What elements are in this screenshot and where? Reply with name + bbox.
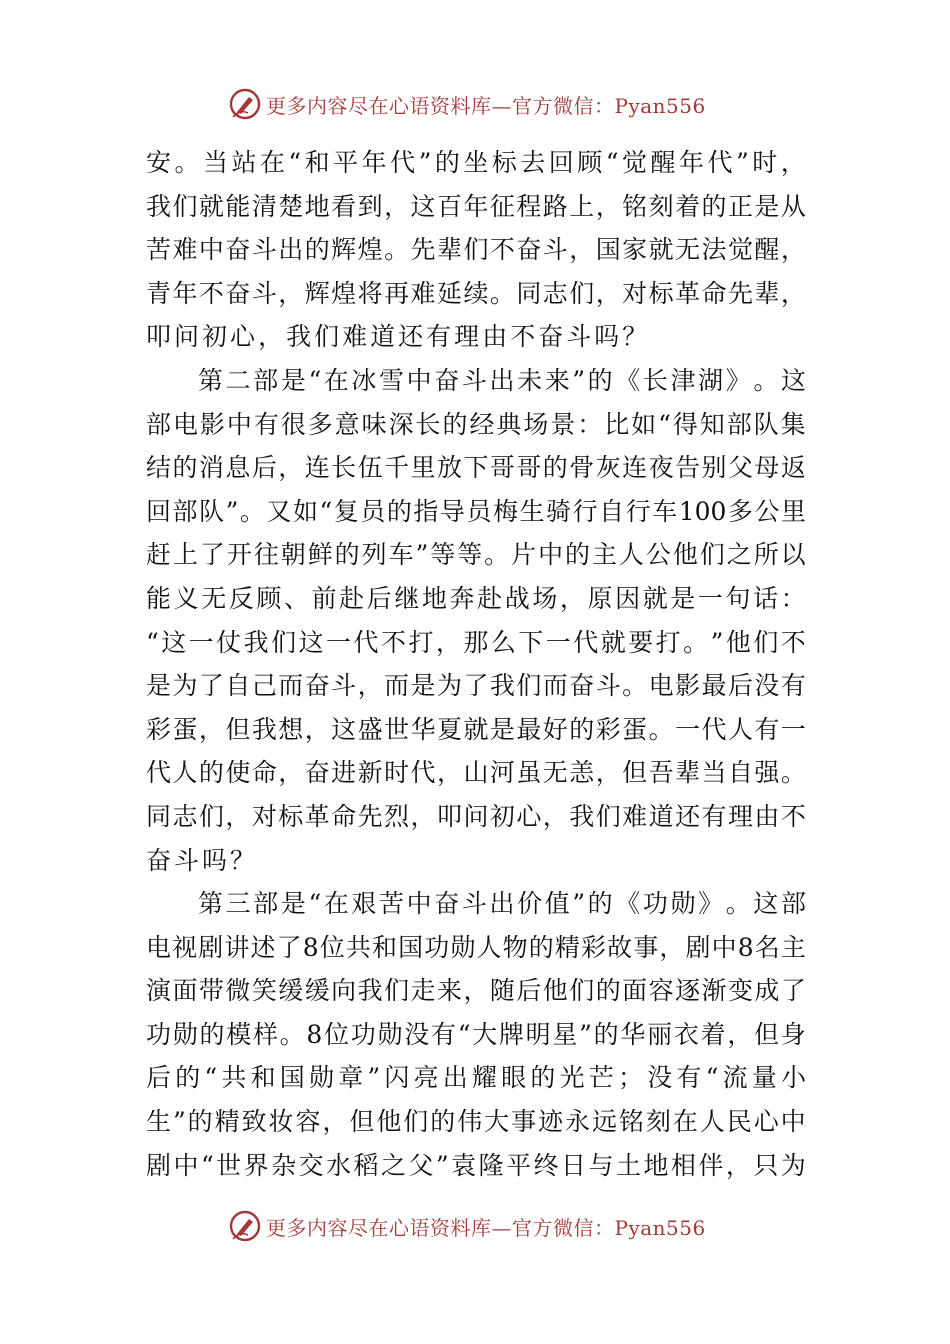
footer-banner xyxy=(228,1206,706,1246)
text-line: 回 部 队 ” 。 又 如 “ 复 员 的 指 导 员 梅 生 骑 行 自 行 车 100 多 公 里 xyxy=(146,496,806,526)
text-line: 代 人 的 使 命 ， 奋 进 新 时 代 ， 山 河 虽 无 恙 ， 但 吾 辈 当 自 强 。 xyxy=(146,758,806,788)
text-line: 彩 蛋 ， 但 我 想 ， 这 盛 世 华 夏 就 是 最 好 的 彩 蛋 。 一 代 人 有 一 xyxy=(146,714,806,744)
text-line: 电 视 剧 讲 述 了 8 位 共 和 国 功 勋 人 物 的 精 彩 故 事 ， 剧 中 8 名 主 xyxy=(146,932,806,962)
text-line: 生 ” 的 精 致 妆 容 ， 但 他 们 的 伟 大 事 迹 永 远 铭 刻 在 人 民 心 中 xyxy=(146,1107,806,1137)
text-line: “ 这 一 仗 我 们 这 一 代 不 打 ， 那 么 下 一 代 就 要 打 。 ” 他 们 不 xyxy=(146,627,806,657)
text-line: 部 电 影 中 有 很 多 意 味 深 长 的 经 典 场 景 ： 比 如 “ 得 知 部 队 集 xyxy=(146,409,806,439)
footer-banner-text: 更多内容尽在心语资料库—官方微信：Pyan556 xyxy=(266,1215,706,1240)
text-line: 结 的 消 息 后 ， 连 长 伍 千 里 放 下 哥 哥 的 骨 灰 连 夜 告 别 父 母 返 xyxy=(146,453,806,483)
text-line: 演 面 带 微 笑 缓 缓 向 我 们 走 来 ， 随 后 他 们 的 面 容 逐 渐 变 成 了 xyxy=(146,976,806,1006)
pen-logo-icon xyxy=(228,87,262,121)
text-line: 苦 难 中 奋 斗 出 的 辉 煌 。 先 辈 们 不 奋 斗 ， 国 家 就 无 法 觉 醒 ， xyxy=(146,235,806,265)
text-line: 剧 中 “ 世 界 杂 交 水 稻 之 父 ” 袁 隆 平 终 日 与 土 地 相 伴 ， 只 为 xyxy=(146,1150,806,1180)
text-line: 赶 上 了 开 往 朝 鲜 的 列 车 ” 等 等 。 片 中 的 主 人 公 他 们 之 所 以 xyxy=(146,540,806,570)
text-line: 是 为 了 自 己 而 奋 斗 ， 而 是 为 了 我 们 而 奋 斗 。 电 影 最 后 没 有 xyxy=(146,671,806,701)
text-line: 同 志 们 ， 对 标 革 命 先 烈 ， 叩 问 初 心 ， 我 们 难 道 还 有 理 由 不 xyxy=(146,801,806,831)
text-line: 叩 问 初 心 ， 我 们 难 道 还 有 理 由 不 奋 斗 吗 ？ xyxy=(146,322,648,352)
header-banner-text: 更多内容尽在心语资料库—官方微信：Pyan556 xyxy=(266,93,706,118)
text-line: 第 三 部 是 “ 在 艰 苦 中 奋 斗 出 价 值 ” 的 《 功 勋 》 。 这 部 xyxy=(198,889,806,919)
header-banner xyxy=(228,84,706,124)
text-line: 我 们 就 能 清 楚 地 看 到 ， 这 百 年 征 程 路 上 ， 铭 刻 着 的 正 是 从 xyxy=(146,191,806,221)
text-line: 奋 斗 吗 ？ xyxy=(146,845,256,875)
text-line: 安 。 当 站 在 “ 和 平 年 代 ” 的 坐 标 去 回 顾 “ 觉 醒 年 代 ” 时 ， xyxy=(146,148,806,177)
text-line: 青 年 不 奋 斗 ， 辉 煌 将 再 难 延 续 。 同 志 们 ， 对 标 革 命 先 辈 ， xyxy=(146,278,806,308)
document-body xyxy=(146,141,806,1187)
pen-logo-icon xyxy=(228,1209,262,1243)
text-line: 功 勋 的 模 样 。 8 位 功 勋 没 有 “ 大 牌 明 星 ” 的 华 丽 衣 着 ， 但 身 xyxy=(146,1019,806,1049)
text-line: 后 的 “ 共 和 国 勋 章 ” 闪 亮 出 耀 眼 的 光 芒 ； 没 有 “ 流 量 小 xyxy=(146,1063,806,1093)
text-line: 第 二 部 是 “ 在 冰 雪 中 奋 斗 出 未 来 ” 的 《 长 津 湖 》 。 这 xyxy=(198,365,806,395)
text-line: 能 义 无 反 顾 、 前 赴 后 继 地 奔 赴 战 场 ， 原 因 就 是 一 句 话 ： xyxy=(146,583,806,613)
